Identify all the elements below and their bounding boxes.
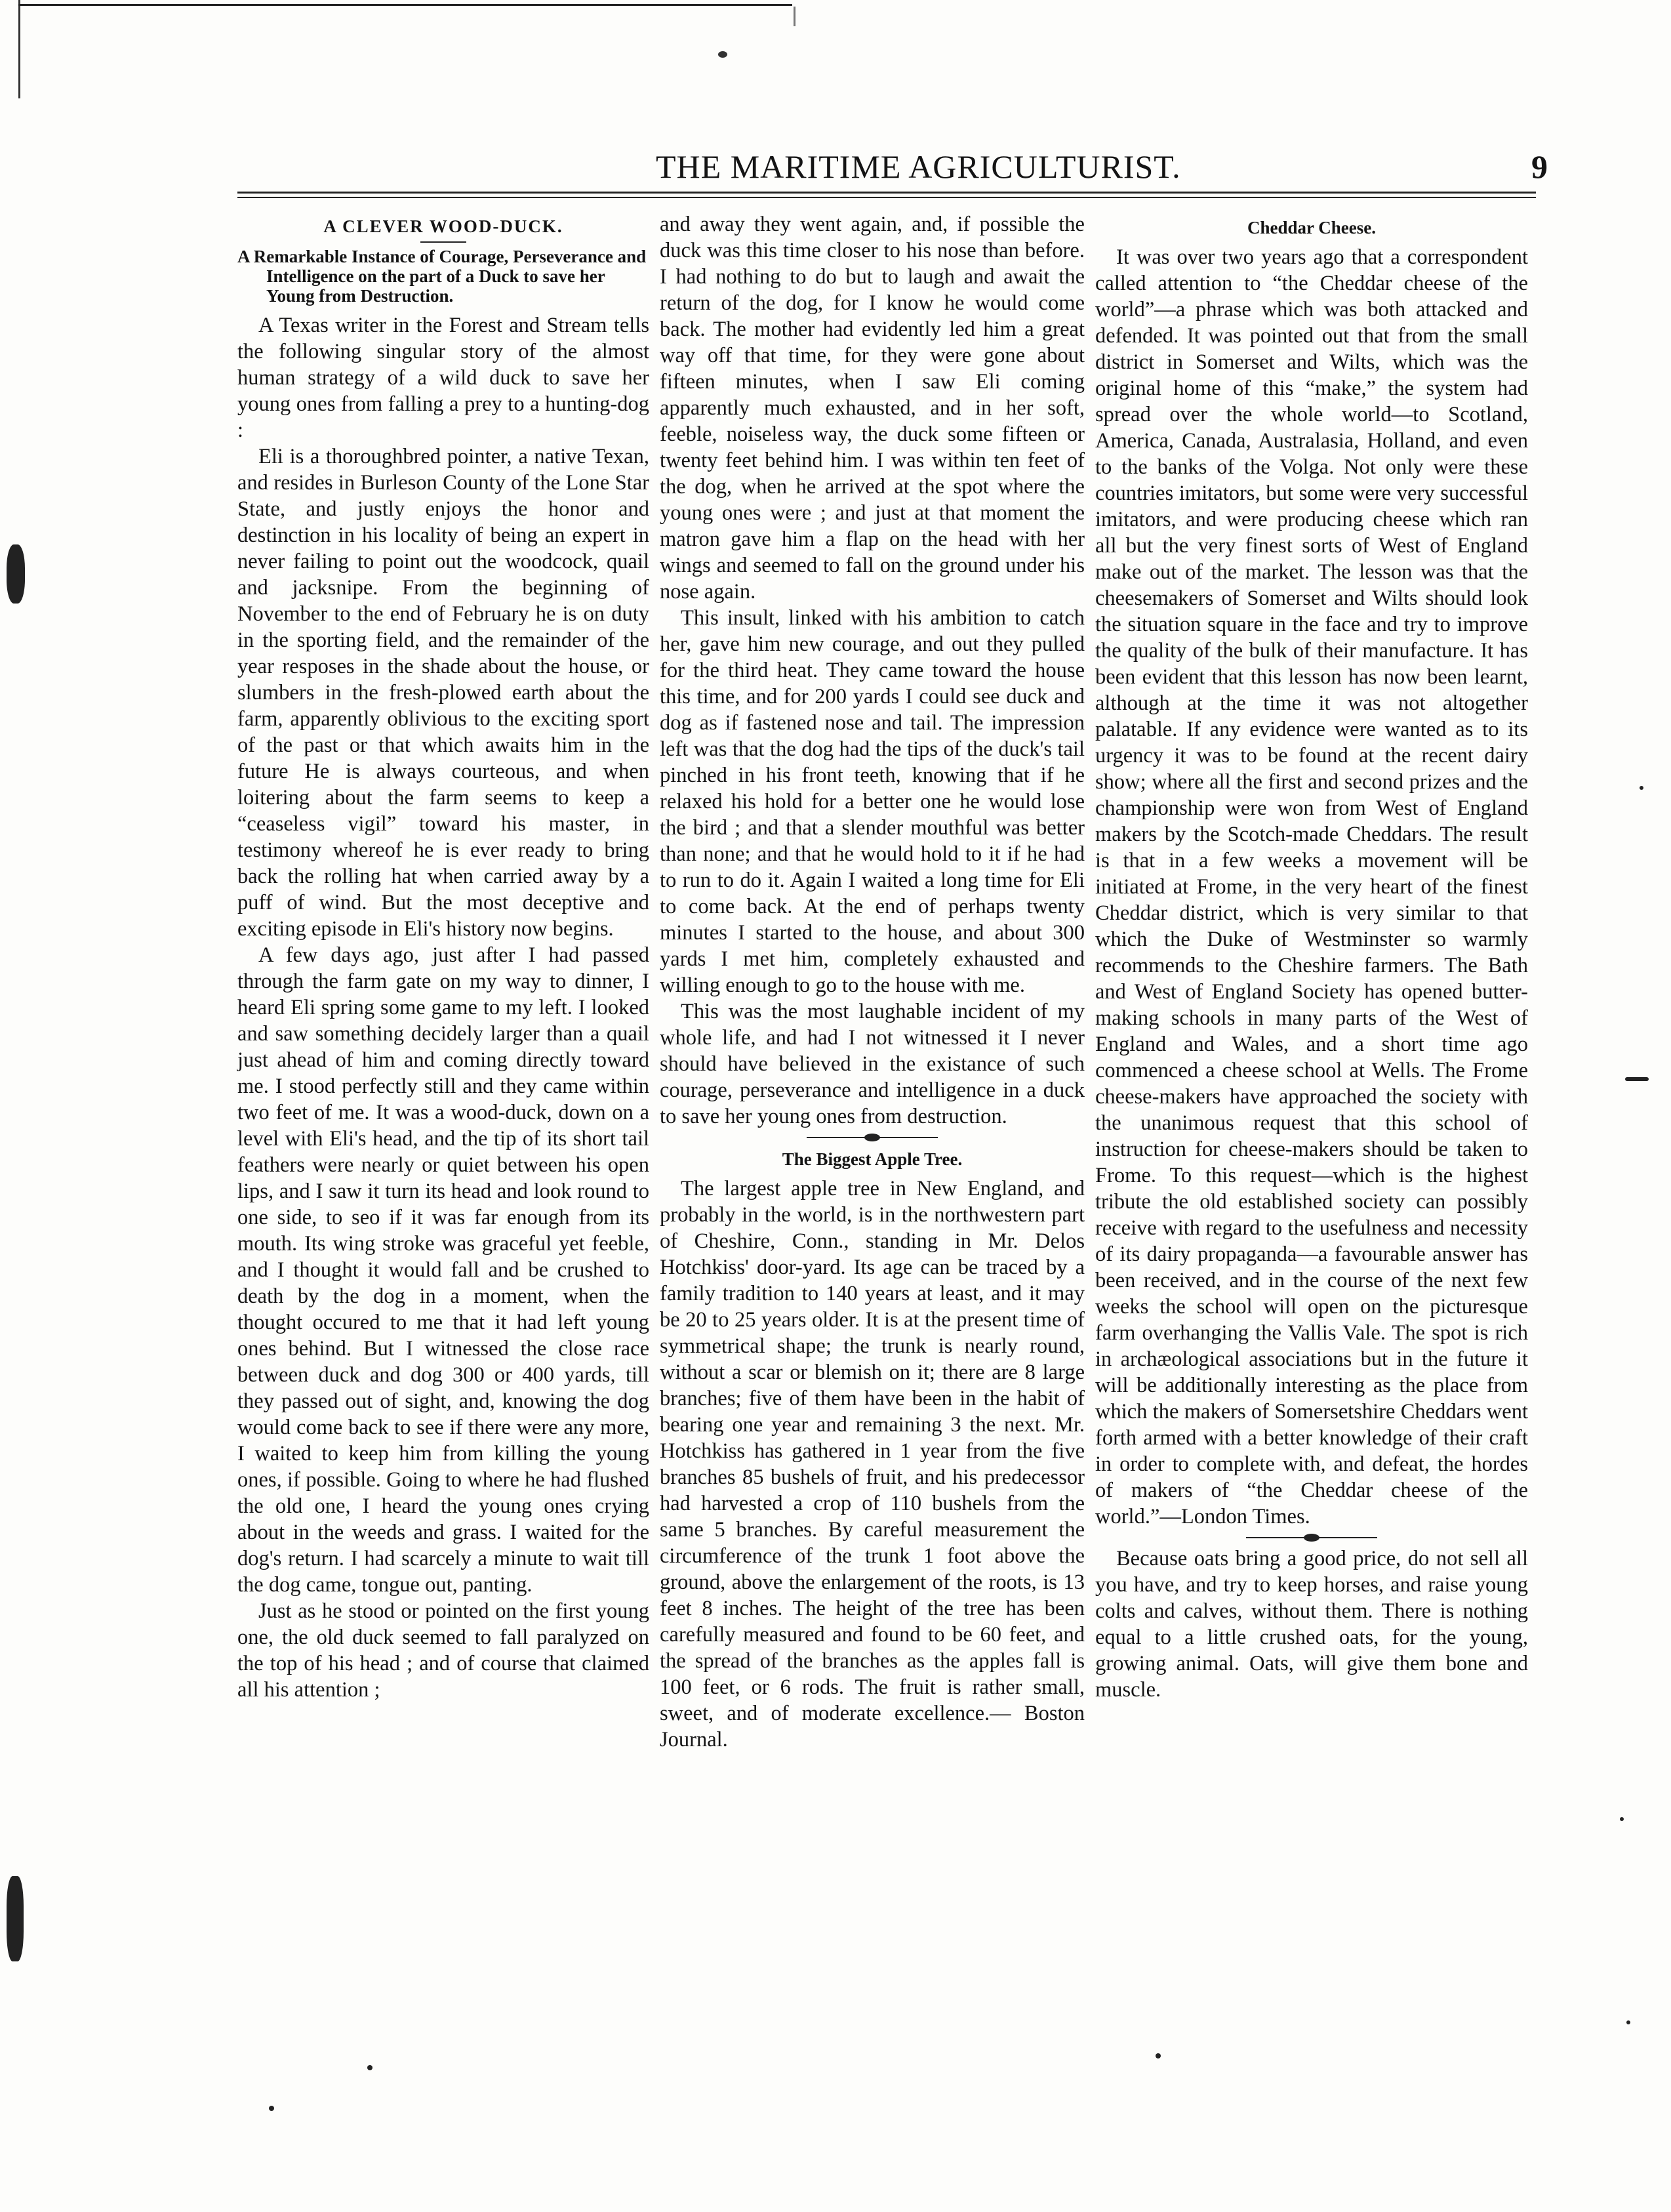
paragraph: This was the most laughable incident of my whole life, and had I not witnessed it I never should have believed in the existance of such courage, perseverance and intelligence in a duck to save her young ones from destruction. — [660, 1000, 1085, 1128]
ink-speck — [1625, 1077, 1649, 1081]
page-number: 9 — [1531, 148, 1548, 185]
paragraph: Just as he stood or pointed on the first young one, the old duck seemed to fall paralyzed on the top of his head ; and of course that claimed all his attention ; — [237, 1599, 649, 1702]
paragraph: It was over two years ago that a correspondent called attention to “the Cheddar cheese of the world”—a phrase which was both attacked and defended. It was pointed out that from the small district in Somerset and Wilts, which was the original home of this “make,” the system had spread over the whole world—to Scotland, America, Canada, Australasia, Holland, and even to the banks of the Volga. Not only were these countries imitators, but some were very successful imitators, and were producing cheese which ran all but the very finest sorts of West of England make out of the market. The lesson was that the cheesemakers of Somerset and Wilts should look the situation square in the face and try to improve the quality of the bulk of their manufacture. It has been evident that this lesson has now been learnt, although at the time it was not altogether palatable. If any evidence were wanted as to its urgency it was to be found at the recent dairy show; where all the first and second prizes and the championship were won from West of England makers by the Scotch-made Cheddars. The result is that in a few weeks a movement will be initiated at Frome, in the very heart of the finest Cheddar district, which is very similar to that which the Duke of Westminster so warmly recommends to the Cheshire farmers. The Bath and West of England Society has opened butter-making schools in many parts of the West of England and Wales, and a short time ago commenced a cheese school at Wells. The Frome cheese-makers have approached the society with the unanimous request that this school of instruction for cheese-makers should be taken to Frome. To this request—which is the highest tribute the old established society can possibly receive with regard to the usefulness and necessity of its dairy propaganda—a favourable answer has been received, and in the course of the next few weeks the school will open on the picturesque farm overhanging the Vallis Vale. The spot is rich in archæological associations but in the future it will be additionally interesting as the place from which the makers of Somersetshire Cheddars went forth armed with a better knowledge of their craft in order to complete with, and defeat, the hordes of makers of “the Cheddar cheese of the world.”—London Times. — [1095, 245, 1528, 1528]
paragraph: Because oats bring a good price, do not sell all you have, and try to keep horses, and raise young colts and calves, without them. There is nothing equal to a little crushed oats, for the young, growing animal. Oats, will give them bone and muscle. — [1095, 1547, 1528, 1702]
paragraph: Eli is a thoroughbred pointer, a native Texan, and resides in Burleson County of the Lone Star State, and justly enjoys the honor and destinction in his locality of being an expert in never failing to point out the woodcock, quail and jacksnipe. From the beginning of November to the end of February he is on duty in the sporting field, and the remainder of the year resposes in the shade about the house, or slumbers in the fresh-plowed earth about the farm, apparently oblivious to the exciting sport of the past or that which awaits him in the future He is always courteous, and when loitering about the farm seems to keep a “ceaseless vigil” toward his master, in testimony whereof he is ever ready to bring back the rolling hat when carried away by a puff of wind. But the most deceptive and exciting episode in Eli's history now begins. — [237, 445, 649, 941]
article-separator — [1246, 1532, 1377, 1543]
ink-speck — [1620, 1817, 1624, 1821]
paragraph: The largest apple tree in New England, and probably in the world, is in the northwestern part of Cheshire, Conn., standing in Mr. Delos Hotchkiss' door-yard. Its age can be traced by a family tradition to 140 years at least, and it may be 20 to 25 years older. It is at the present time of symmetrical shape; the trunk is nearly round, without a scar or blemish on it; there are 8 large branches; five of them have been in the habit of bearing one year and remaining 3 the next. Mr. Hotchkiss has gathered in 1 year from the five branches 85 bushels of fruit, and his predecessor had harvested a crop of 110 bushels from the same 5 branches. By careful measurement the circumference of the trunk 1 foot above the ground, above the enlargement of the roots, is 13 feet 8 inches. The height of the tree has been carefully measured and found to be 60 feet, and the spread of the branches as the apples fall is 100 feet, or 6 rods. The fruit is rather small, sweet, and of moderate excellence.— Boston Journal. — [660, 1177, 1085, 1751]
paragraph: A Texas writer in the Forest and Stream tells the following singular story of the almost human strategy of a wild duck to save her young ones from falling a prey to a hunting-dog : — [237, 314, 649, 442]
paragraph: This insult, linked with his ambition to catch her, gave him new courage, and out they pulled for the third heat. They came toward the house this time, and for 200 yards I could see duck and dog as if fastened nose and tail. The impression left was that the dog had the tips of the duck's tail pinched in his front teeth, knowing that if he relaxed his hold for a better one he would lose the bird ; and that a slender mouthful was better than none; and that he would hold to it if he had to run to do it. Again I waited a long time for Eli to come back. At the end of perhaps twenty minutes I started to the house, and about 300 yards I met him, completely exhausted and willing enough to go to the house with me. — [660, 606, 1085, 997]
column-1 — [237, 211, 649, 1703]
paragraph-continued: and away they went again, and, if possible the duck was this time closer to his nose than before. I had nothing to do but to laugh and await the return of the dog, for I know he would come back. The mother had evidently led him a great way off that time, for they were gone about fifteen minutes, when I saw Eli coming apparently much exhausted, and in her soft, feeble, noiseless way, the duck some fifteen or twenty feet behind him. I was within ten feet of the dog, when he arrived at the spot where the young ones were ; and just at that moment the matron gave him a flap on the head with her wings and seemed to fall on the ground under his nose again. — [660, 213, 1085, 604]
article-subheading: A Remarkable Instance of Courage, Perseverance and Intelligence on the part of a Duck to save her Young from Destruction. — [237, 247, 647, 306]
column-2 — [660, 211, 1085, 1753]
article-heading-cheddar-cheese: Cheddar Cheese. — [1247, 218, 1376, 237]
article-separator — [807, 1132, 938, 1143]
header-rule-thin — [237, 197, 1536, 198]
ink-speck — [367, 2065, 372, 2070]
heading-rule — [420, 241, 466, 243]
ink-speck — [718, 51, 727, 58]
running-header — [236, 148, 1548, 187]
margin-blot — [7, 544, 25, 604]
article-heading-clever-wood-duck: A CLEVER WOOD-DUCK. — [323, 216, 563, 236]
scan-top-rule — [18, 4, 792, 6]
ink-speck — [1626, 2020, 1630, 2024]
ink-speck — [1156, 2053, 1161, 2058]
margin-blot — [7, 1876, 24, 1961]
column-3 — [1095, 211, 1528, 1703]
scan-mark — [794, 7, 795, 26]
ink-speck — [269, 2106, 274, 2111]
paragraph: A few days ago, just after I had passed through the farm gate on my way to dinner, I heard Eli spring some game to my left. I looked and saw something decidely larger than a quail just ahead of him and coming directly toward me. I stood perfectly still and they came within two feet of me. It was a wood-duck, down on a level with Eli's head, and the tip of its short tail feathers were nearly or quiet between his open lips, and I saw it turn its head and look round to one side, to seo if it was far enough from its mouth. Its wing stroke was graceful yet feeble, and I thought it would fall and be crushed to death by the dog in a moment, when the thought occured to me that it had left young ones behind. But I witnessed the close race between duck and dog 300 or 400 yards, till they passed out of sight, and, knowing the dog would come back to see if there were any more, I waited to keep him from killing the young ones, if possible. Going to where he had flushed the old one, I heard the young ones crying about in the weeds and grass. I waited for the dog's return. I had scarcely a minute to wait till the dog came, tongue out, panting. — [237, 943, 649, 1597]
header-rule-thick — [237, 192, 1536, 194]
ink-speck — [1640, 786, 1643, 790]
scan-edge-mark — [18, 0, 20, 98]
publication-title: THE MARITIME AGRICULTURIST. — [656, 148, 1181, 185]
article-heading-biggest-apple-tree: The Biggest Apple Tree. — [782, 1149, 963, 1169]
